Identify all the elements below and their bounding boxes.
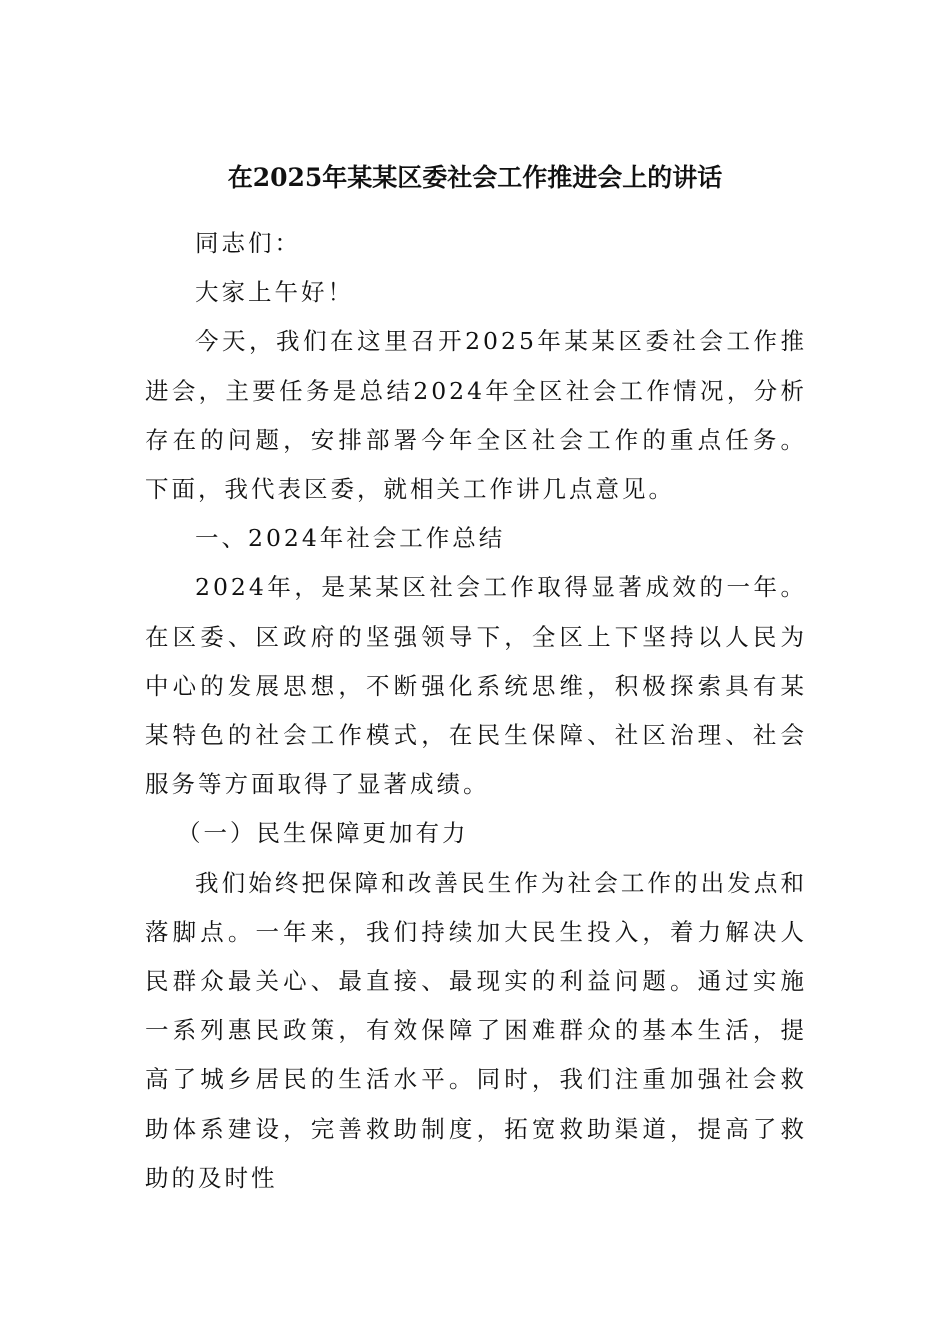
salutation: 同志们：: [195, 229, 301, 257]
intro-paragraph: 今天，我们在这里召开2025年某某区委社会工作推进会，主要任务是总结2024年全区社会工作情况，分析存在的问题，安排部署今年全区社会工作的重点任务。下面，我代表区委，就相关工作讲几点意见。: [145, 327, 807, 504]
document-title: 在2025年某某区委社会工作推进会上的讲话: [227, 163, 723, 192]
subsection-heading-1: （一）民生保障更加有力: [177, 819, 469, 848]
livelihood-paragraph: 我们始终把保障和改善民生作为社会工作的出发点和落脚点。一年来，我们持续加大民生投入，着力解决人民群众最关心、最直接、最现实的利益问题。通过实施一系列惠民政策，有效保障了困难群众的基本生活，提高了城乡居民的生活水平。同时，我们注重加强社会救助体系建设，完善救助制度，拓宽救助渠道，提高了救助的及时性: [145, 868, 807, 1192]
greeting: 大家上午好！: [195, 278, 354, 307]
summary-paragraph: 2024年，是某某区社会工作取得显著成效的一年。在区委、区政府的坚强领导下，全区上下坚持以人民为中心的发展思想，不断强化系统思维，积极探索具有某某特色的社会工作模式，在民生保障、社区治理、社会服务等方面取得了显著成绩。: [145, 573, 807, 799]
section-heading-1: 一、2024年社会工作总结: [195, 524, 506, 553]
document-body: [145, 219, 807, 1203]
